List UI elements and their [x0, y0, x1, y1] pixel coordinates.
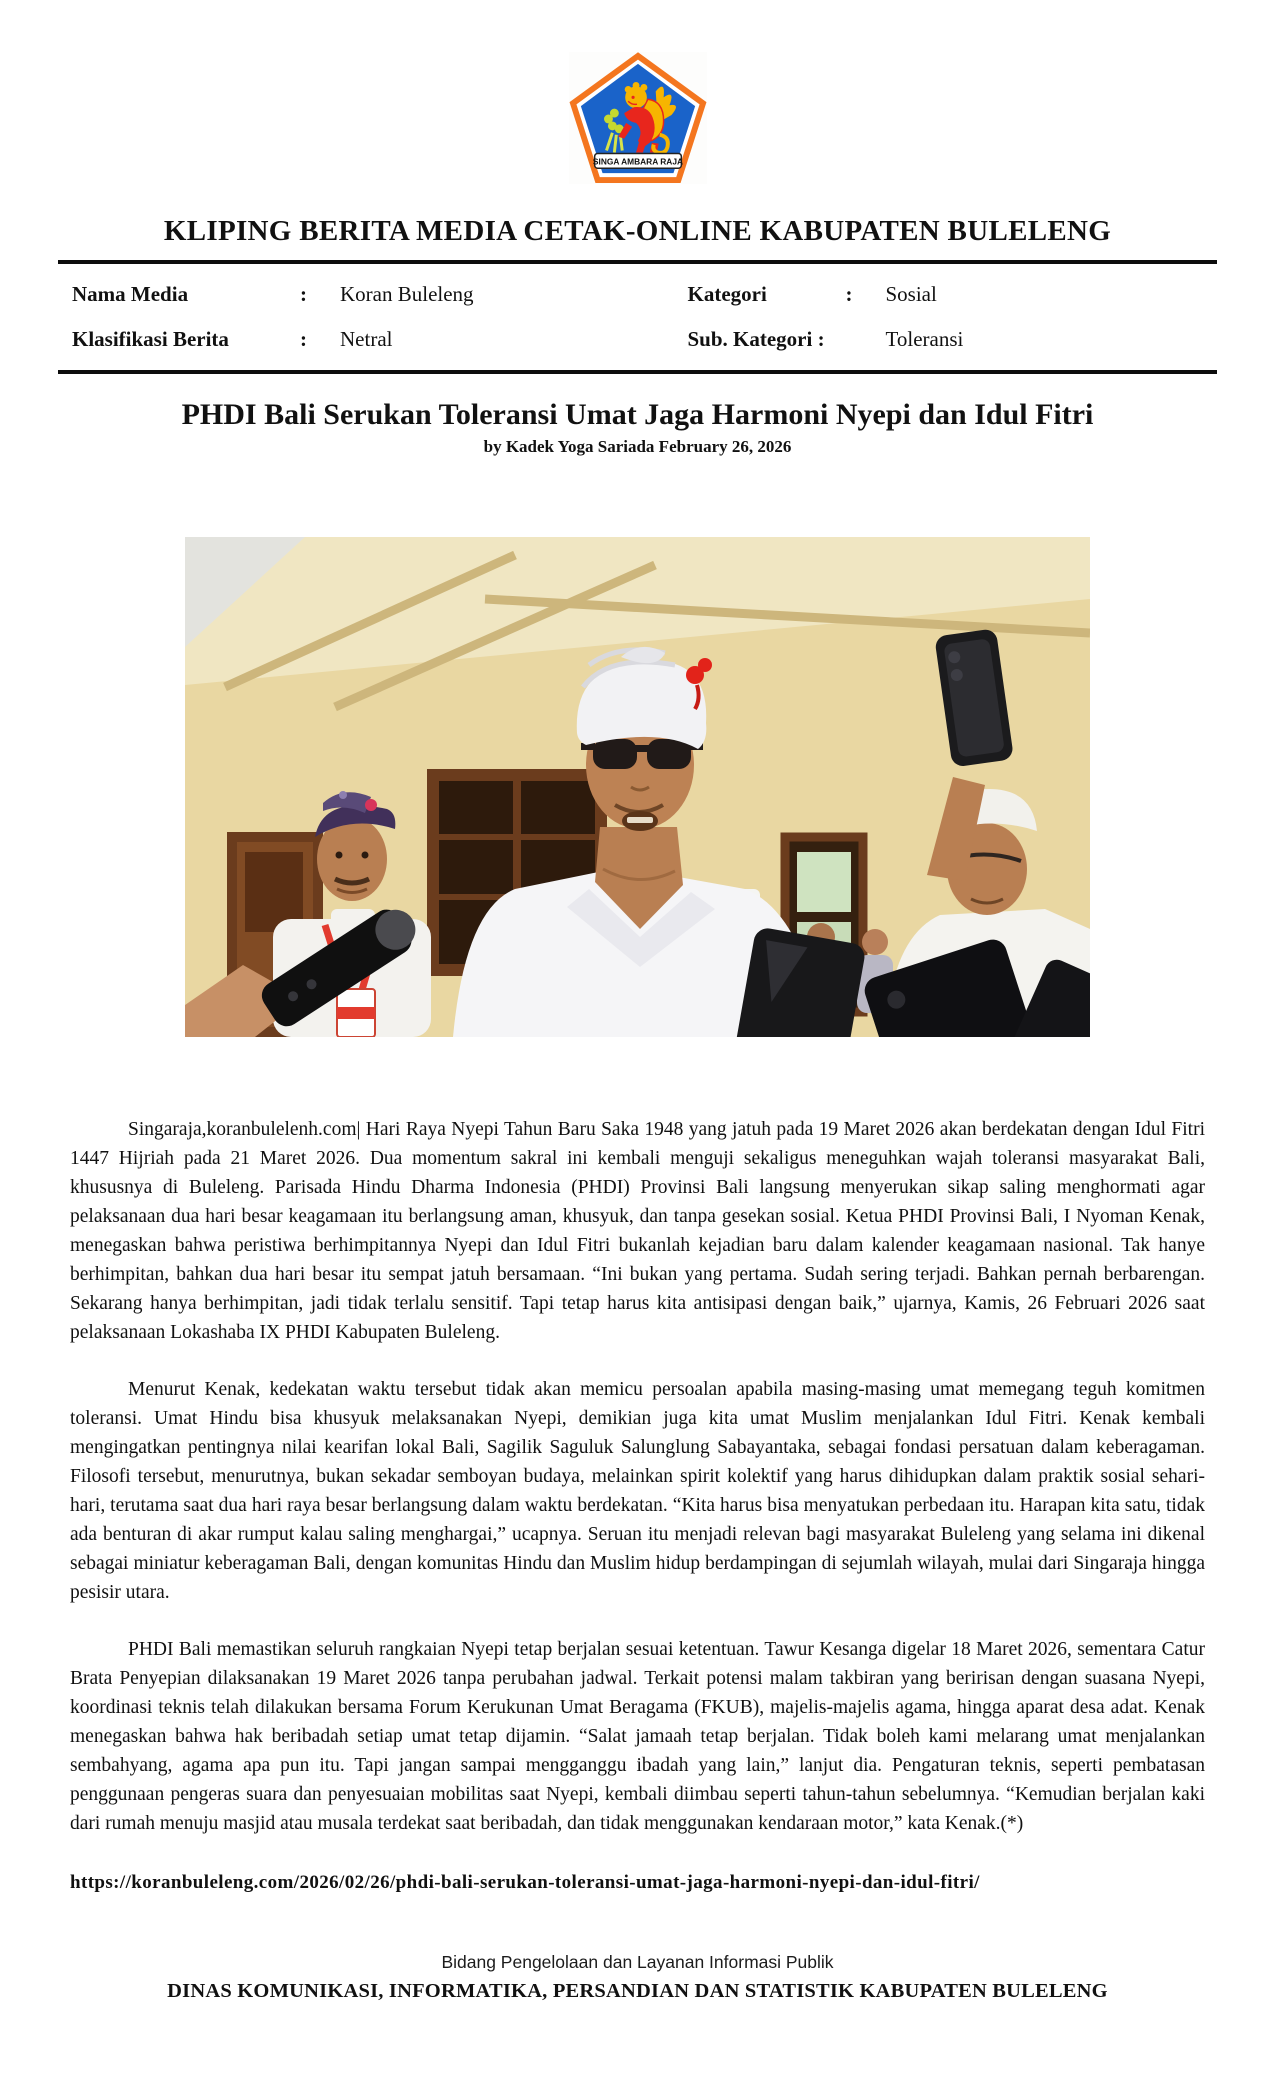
press-interview-photo — [185, 537, 1090, 1037]
article-paragraph-2: Menurut Kenak, kedekatan waktu tersebut tidak akan memicu persoalan apabila masing-masing umat memegang teguh komitmen toleransi. Umat Hindu bisa khusyuk melaksanakan Nyepi, demikian juga kita umat Muslim menjalankan Idul Fitri. Kenak kembali mengingatkan pentingnya nilai kearifan lokal Bali, Sagilik Saguluk Salunglung Sabayantaka, sebagai fondasi persatuan dalam keberagaman. Filosofi tersebut, menurutnya, bukan sekadar semboyan budaya, melainkan spirit kolektif yang harus dihidupkan dalam praktik sosial sehari-hari, terutama saat dua hari raya besar berlangsung dalam waktu berdekatan. “Kita harus bisa menyatukan perbedaan itu. Harapan kita satu, tidak ada benturan di akar rumput kalau saling menghargai,” ucapnya. Seruan itu menjadi relevan bagi masyarakat Buleleng yang selama ini dikenal sebagai miniatur keberagaman Bali, dengan komunitas Hindu dan Muslim hidup berdampingan di sejumlah wilayah, mulai dari Singaraja hingga pesisir utara. — [70, 1379, 1205, 1603]
footer-division: Bidang Pengelolaan dan Layanan Informasi Publik — [441, 1952, 834, 1972]
article-byline: by Kadek Yoga Sariada February 26, 2026 — [483, 437, 792, 456]
article-body — [70, 1115, 1205, 1838]
logo-container — [0, 0, 1275, 189]
document-title: KLIPING BERITA MEDIA CETAK-ONLINE KABUPATEN BULELENG — [163, 215, 1112, 247]
meta-row-2 — [72, 327, 1203, 352]
article-photo — [185, 537, 1090, 1037]
meta-colon — [846, 327, 886, 352]
crest-banner — [592, 153, 682, 168]
meta-value-sub-kategori: Toleransi — [885, 327, 964, 351]
meta-row-1 — [72, 282, 1203, 307]
divider-top — [58, 260, 1217, 264]
article-paragraph-3: PHDI Bali memastikan seluruh rangkaian Nyepi tetap berjalan sesuai ketentuan. Tawur Kesanga digelar 18 Maret 2026, sementara Catur Brata Penyepian dilaksanakan 19 Maret 2026 tanpa perubahan jadwal. Terkait potensi malam takbiran yang beririsan dengan suasana Nyepi, koordinasi teknis telah dilakukan bersama Forum Kerukunan Umat Beragama (FKUB), majelis-majelis agama, hingga aparat desa adat. Kenak menegaskan bahwa hak beribadah setiap umat tetap dijamin. “Salat jamaah tetap berjalan. Tidak boleh kami melarang umat menjalankan sembahyang, agama apa pun itu. Tapi jangan sampai mengganggu ibadah yang lain,” lanjut dia. Pengaturan teknis, seperti pembatasan penggunaan pengeras suara dan penyesuaian mobilitas saat Nyepi, kembali diimbau seperti tahun-tahun sebelumnya. “Kemudian berjalan kaki dari rumah menuju masjid atau musala terdekat saat beribadah, dan tidak menggunakan kendaraan motor,” kata Kenak.(*) — [70, 1639, 1205, 1834]
meta-colon: : — [300, 282, 307, 306]
meta-sub-kategori — [638, 327, 1204, 352]
meta-label-klasifikasi: Klasifikasi Berita — [72, 327, 229, 351]
article-title: PHDI Bali Serukan Toleransi Umat Jaga Harmoni Nyepi dan Idul Fitri — [181, 398, 1094, 431]
meta-nama-media — [72, 282, 638, 307]
crest-banner-text: SINGA AMBARA RAJA — [592, 156, 683, 167]
buleleng-crest-logo — [569, 52, 707, 184]
meta-value-nama-media: Koran Buleleng — [340, 282, 474, 306]
article-source-url-link[interactable]: https://koranbuleleng.com/2026/02/26/phdi-bali-serukan-toleransi-umat-jaga-harmoni-nyepi-dan-idul-fitri/ — [70, 1872, 980, 1893]
footer-agency: DINAS KOMUNIKASI, INFORMATIKA, PERSANDIAN DAN STATISTIK KABUPATEN BULELENG — [167, 1980, 1108, 2002]
meta-label-sub-kategori: Sub. Kategori : — [687, 327, 825, 351]
meta-kategori — [638, 282, 1204, 307]
meta-label-kategori: Kategori — [687, 282, 767, 306]
meta-klasifikasi — [72, 327, 638, 352]
meta-colon: : — [300, 327, 307, 351]
document-footer — [0, 1952, 1275, 2003]
meta-value-klasifikasi: Netral — [340, 327, 393, 351]
meta-value-kategori: Sosial — [885, 282, 937, 306]
article-paragraph-1: Singaraja,koranbulelenh.com| Hari Raya Nyepi Tahun Baru Saka 1948 yang jatuh pada 19 Maret 2026 akan berdekatan dengan Idul Fitri 1447 Hijriah pada 21 Maret 2026. Dua momentum sakral ini kembali menguji sekaligus meneguhkan wajah toleransi masyarakat Bali, khususnya di Buleleng. Parisada Hindu Dharma Indonesia (PHDI) Provinsi Bali langsung menyerukan sikap saling menghormati agar pelaksanaan dua hari besar keagamaan itu berlangsung aman, khusyuk, dan tanpa gesekan sosial. Ketua PHDI Provinsi Bali, I Nyoman Kenak, menegaskan bahwa peristiwa berhimpitannya Nyepi dan Idul Fitri bukanlah kejadian baru dalam kalender keagamaan nasional. Tak hanye berhimpitan, bahkan dua hari besar itu sempat jatuh bersamaan. “Ini bukan yang pertama. Sudah sering terjadi. Bahkan pernah berbarengan. Sekarang hanya berhimpitan, jadi tidak terlalu sensitif. Tapi tetap harus kita antisipasi dengan baik,” ujarnya, Kamis, 26 Februari 2026 saat pelaksanaan Lokashaba IX PHDI Kabupaten Buleleng. — [70, 1119, 1205, 1343]
media-meta-table — [72, 282, 1203, 352]
meta-label-nama-media: Nama Media — [72, 282, 189, 306]
meta-colon: : — [845, 282, 853, 306]
divider-meta-bottom — [58, 370, 1217, 374]
